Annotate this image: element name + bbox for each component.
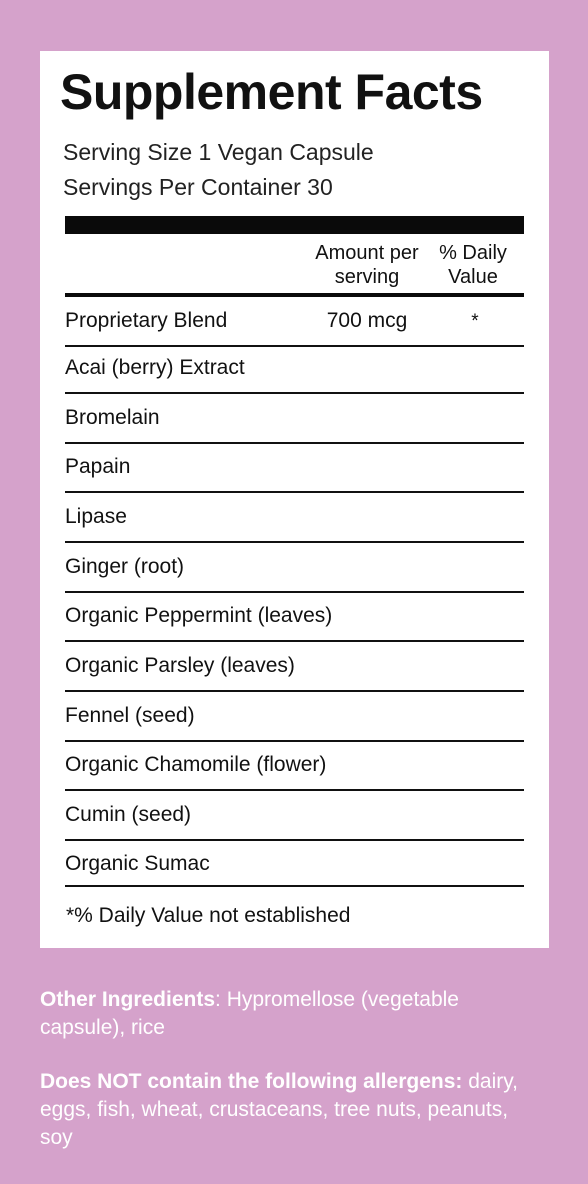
other-ingredients [40, 986, 540, 1042]
serving-size: Serving Size 1 Vegan Capsule [63, 139, 374, 165]
thick-divider [65, 216, 524, 234]
ingredient-row [65, 443, 524, 493]
ingredient-row [65, 642, 524, 692]
ingredient-row [65, 297, 524, 347]
servings-per-container: Servings Per Container 30 [63, 174, 333, 200]
ingredient-name: Bromelain [65, 406, 160, 429]
ingredient-name: Papain [65, 455, 131, 478]
supplement-facts-panel [40, 51, 549, 948]
ingredient-name: Lipase [65, 505, 127, 528]
ingredient-row [65, 741, 524, 791]
daily-value-header: % Daily Value [439, 242, 507, 288]
ingredient-name: Organic Chamomile (flower) [65, 753, 327, 776]
allergen-text: dairy, eggs, fish, wheat, crustaceans, tree nuts, peanuts, soy [40, 1070, 519, 1149]
ingredient-row [65, 543, 524, 593]
ingredient-name: Acai (berry) Extract [65, 356, 245, 379]
footnote: *% Daily Value not established [66, 904, 351, 927]
ingredient-row [65, 840, 524, 887]
ingredient-name: Organic Sumac [65, 852, 210, 875]
allergen-statement [40, 1068, 540, 1152]
ingredient-row [65, 592, 524, 642]
ingredient-name: Organic Parsley (leaves) [65, 654, 295, 677]
ingredient-name: Cumin (seed) [65, 803, 192, 826]
ingredient-row [65, 344, 524, 394]
ingredient-row [65, 791, 524, 841]
ingredient-row [65, 692, 524, 742]
amount-header: Amount per serving [315, 242, 419, 288]
ingredient-daily-value: * [471, 311, 479, 332]
allergen-label: Does NOT contain the following allergens: [40, 1070, 463, 1093]
ingredient-name: Proprietary Blend [65, 309, 228, 332]
ingredient-amount: 700 mcg [326, 309, 408, 332]
other-ingredients-label: Other Ingredients [40, 988, 216, 1011]
ingredient-name: Ginger (root) [65, 555, 185, 578]
ingredient-name: Organic Peppermint (leaves) [65, 604, 333, 627]
other-ingredients-text: : Hypromellose (vegetable capsule), rice [40, 988, 459, 1039]
ingredient-row [65, 394, 524, 444]
ingredient-row [65, 493, 524, 543]
panel-title: Supplement Facts [60, 64, 483, 120]
ingredient-name: Fennel (seed) [65, 704, 195, 727]
